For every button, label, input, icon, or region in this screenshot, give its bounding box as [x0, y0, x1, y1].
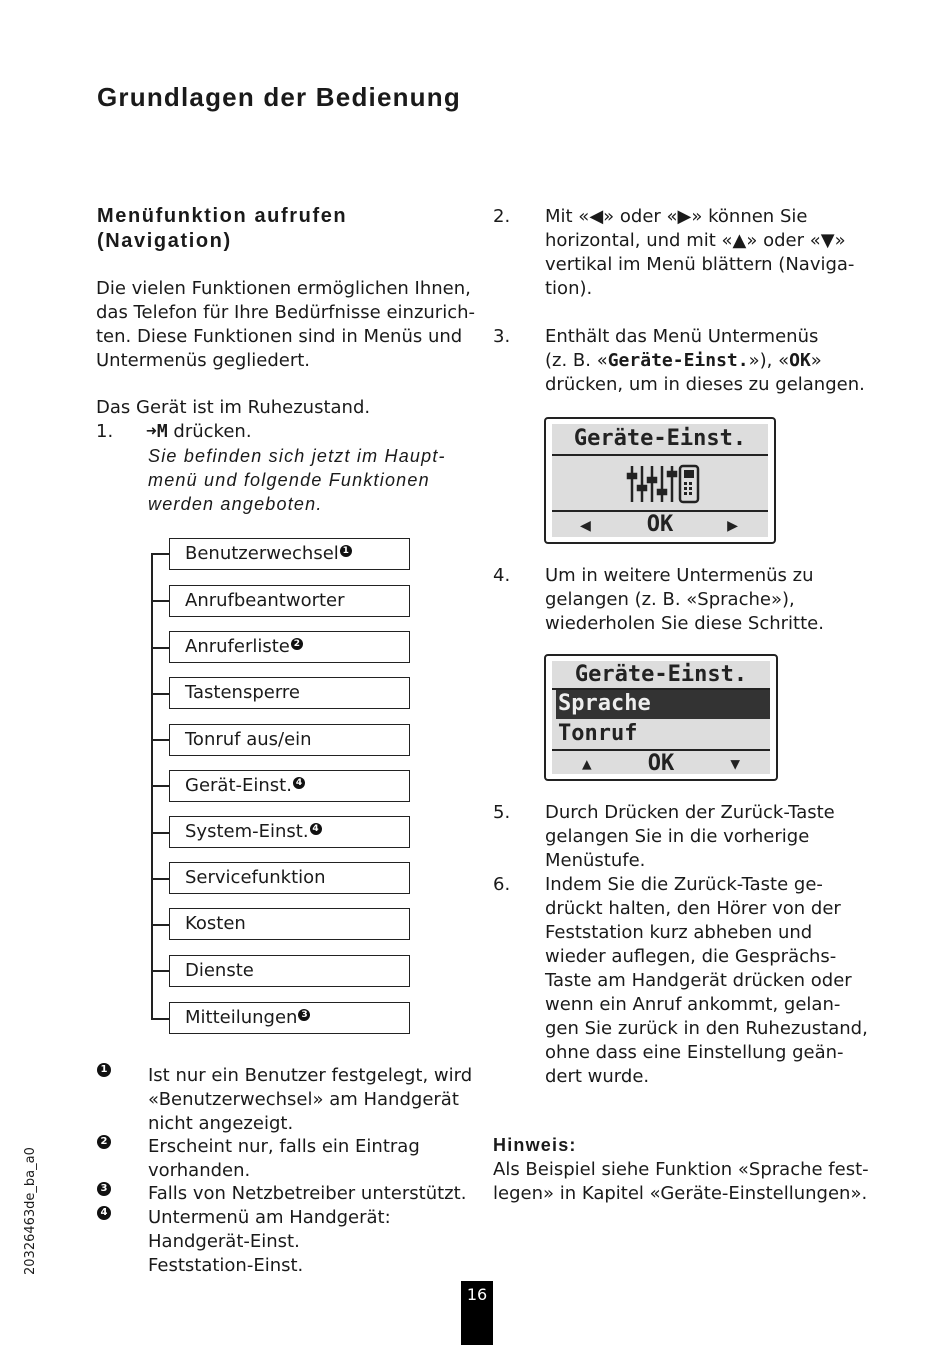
menu-item-system-einst: [169, 816, 410, 848]
page-title: Grundlagen der Bedienung: [97, 82, 461, 112]
menu-item-label: Kosten: [185, 913, 246, 934]
display-text-ok: OK: [789, 350, 811, 371]
step-line: Durch Drücken der Zurück-Taste: [545, 802, 835, 823]
hint-line: legen» in Kapitel «Geräte-Einstellungen».: [493, 1183, 868, 1204]
footnote-mark: 3: [97, 1182, 111, 1196]
menu-item-label: Tonruf aus/ein: [185, 729, 312, 750]
step1-text: drücken.: [173, 421, 252, 442]
section-heading: [97, 204, 347, 254]
tree-branch: [151, 600, 169, 602]
step3-text: [545, 325, 865, 397]
page-number: 16: [461, 1281, 493, 1345]
footnote-line: «Benutzerwechsel» am Handgerät: [148, 1089, 459, 1110]
up-arrow-icon: ▲: [582, 754, 592, 773]
lcd-screen: [552, 424, 768, 537]
footnote-2: [148, 1135, 420, 1183]
document-code: 20326463de_ba_a0: [23, 1147, 38, 1275]
footnote-line: Ist nur ein Benutzer festgelegt, wird: [148, 1065, 473, 1086]
step-line: Enthält das Menü Untermenüs: [545, 326, 819, 347]
intro-line: Die vielen Funktionen ermöglichen Ihnen,: [96, 278, 471, 299]
lcd-row-tonruf: Tonruf: [558, 721, 638, 746]
step-line: drücken, um in dieses zu gelangen.: [545, 374, 865, 395]
lcd-title: Geräte-Einst.: [573, 426, 747, 451]
footnote-3: [148, 1182, 466, 1206]
hint-line: Als Beispiel siehe Funktion «Sprache fest-: [493, 1159, 869, 1180]
tree-branch: [151, 970, 169, 972]
footnote-1: [148, 1064, 472, 1136]
tree-branch: [151, 1018, 169, 1020]
state-text: Das Gerät ist im Ruhezustand.: [96, 397, 371, 418]
tree-branch: [151, 739, 169, 741]
step-line: gen Sie zurück in den Ruhezustand,: [545, 1018, 868, 1039]
menu-item-tonruf: [169, 724, 410, 756]
footnote-mark: 3: [298, 1009, 310, 1021]
menu-item-dienste: [169, 955, 410, 987]
step-line: ohne dass eine Einstellung geän-: [545, 1042, 844, 1063]
step-line: [545, 349, 865, 373]
step-line: drückt halten, den Hörer von der: [545, 898, 841, 919]
step-line: wiederholen Sie diese Schritte.: [545, 613, 824, 634]
step-text-part: (z. B. «: [545, 350, 608, 371]
italic-line: menü und folgende Funktionen: [148, 470, 430, 490]
lcd-screen: [552, 661, 770, 774]
menu-item-tastensperre: [169, 677, 410, 709]
menu-item-label: Gerät-Einst.: [185, 775, 292, 796]
footnote-line: Falls von Netzbetreiber unterstützt.: [148, 1183, 467, 1204]
step-line: vertikal im Menü blättern (Naviga-: [545, 254, 855, 275]
section-heading-line2: (Navigation): [97, 230, 232, 252]
lcd-ok-label: OK: [646, 512, 674, 537]
tree-branch: [151, 785, 169, 787]
italic-line: Sie befinden sich jetzt im Haupt-: [148, 446, 446, 466]
intro-line: Untermenüs gegliedert.: [96, 350, 311, 371]
menu-item-label: Servicefunktion: [185, 867, 326, 888]
footnote-line: Untermenü am Handgerät:: [148, 1207, 391, 1228]
step2-text: [545, 205, 854, 301]
menu-item-label: Anrufbeantworter: [185, 590, 345, 611]
step6-number: 6.: [493, 874, 511, 895]
footnote-mark: 2: [97, 1135, 111, 1149]
menu-item-kosten: [169, 908, 410, 940]
step-line: horizontal, und mit «▲» oder «▼»: [545, 230, 846, 251]
step-line: Indem Sie die Zurück-Taste ge-: [545, 874, 823, 895]
tree-branch: [151, 924, 169, 926]
step-line: gelangen Sie in die vorherige: [545, 826, 810, 847]
lcd-display-submenu: [544, 654, 778, 781]
footnote-mark: 2: [291, 638, 303, 650]
step-text-part: »: [810, 350, 822, 371]
menu-item-label: Tastensperre: [185, 682, 301, 703]
footnote-mark: 1: [97, 1063, 111, 1077]
menu-item-label: Anruferliste: [185, 636, 290, 657]
menu-item-mitteilungen: [169, 1002, 410, 1034]
step-line: tion).: [545, 278, 593, 299]
step1-number: 1.: [96, 421, 114, 442]
step3-number: 3.: [493, 326, 511, 347]
intro-paragraph: [96, 277, 475, 373]
step-line: Um in weitere Untermenüs zu: [545, 565, 814, 586]
tree-branch: [151, 832, 169, 834]
down-arrow-icon: ▼: [730, 754, 740, 773]
intro-line: das Telefon für Ihre Bedürfnisse einzurich-: [96, 302, 476, 323]
tree-branch: [151, 647, 169, 649]
step4-text: [545, 564, 824, 636]
step-line: wieder auflegen, die Gesprächs-: [545, 946, 837, 967]
lcd-row-sprache: Sprache: [558, 691, 651, 716]
step-line: Menüstufe.: [545, 850, 646, 871]
menu-item-anrufbeantworter: [169, 585, 410, 617]
lcd-ok-label: OK: [647, 751, 675, 776]
tree-branch: [151, 553, 169, 555]
intro-line: ten. Diese Funktionen sind in Menüs und: [96, 326, 463, 347]
lcd-title: Geräte-Einst.: [574, 662, 748, 687]
footnote-line: vorhanden.: [148, 1160, 251, 1181]
step5-text: [545, 801, 835, 873]
right-arrow-icon: ▶: [727, 515, 738, 536]
menu-item-benutzerwechsel: [169, 538, 410, 570]
tree-branch: [151, 693, 169, 695]
lcd-display-main: [544, 417, 776, 544]
italic-line: werden angeboten.: [148, 494, 323, 514]
menu-item-geraet-einst: [169, 770, 410, 802]
footnote-line: Feststation-Einst.: [148, 1255, 304, 1276]
footnote-mark: 1: [340, 545, 352, 557]
section-heading-line1: Menüfunktion aufrufen: [97, 205, 348, 227]
step1-line: [146, 420, 252, 444]
footnote-line: Erscheint nur, falls ein Eintrag: [148, 1136, 420, 1157]
step4-number: 4.: [493, 565, 511, 586]
step-line: Mit «◀» oder «▶» können Sie: [545, 206, 808, 227]
footnote-4: [148, 1206, 391, 1278]
menu-item-label: Dienste: [185, 960, 254, 981]
step-line: gelangen (z. B. «Sprache»),: [545, 589, 795, 610]
step6-text: [545, 873, 868, 1089]
display-text-geraete-einst: Geräte-Einst.: [607, 350, 749, 371]
menu-item-label: System-Einst.: [185, 821, 309, 842]
menu-item-anruferliste: [169, 631, 410, 663]
footnote-line: nicht angezeigt.: [148, 1113, 294, 1134]
tree-branch: [151, 878, 169, 880]
menu-item-label: Benutzerwechsel: [185, 543, 339, 564]
menu-key-icon: ➜M: [146, 421, 168, 442]
step-line: dert wurde.: [545, 1066, 650, 1087]
menu-item-label: Mitteilungen: [185, 1007, 298, 1028]
menu-item-servicefunktion: [169, 862, 410, 894]
settings-sliders-phone-icon: [626, 462, 706, 506]
step5-number: 5.: [493, 802, 511, 823]
step-line: Taste am Handgerät drücken oder: [545, 970, 852, 991]
step-line: Feststation kurz abheben und: [545, 922, 813, 943]
left-arrow-icon: ◀: [580, 515, 591, 536]
step1-italic: [148, 444, 446, 516]
step2-number: 2.: [493, 206, 511, 227]
footnote-mark: 4: [97, 1206, 111, 1220]
lcd-divider: [552, 454, 768, 456]
step-text-part: »), «: [748, 350, 790, 371]
footnote-line: Handgerät-Einst.: [148, 1231, 300, 1252]
footnote-mark: 4: [310, 823, 322, 835]
footnote-mark: 4: [293, 777, 305, 789]
hint-label: Hinweis:: [493, 1135, 577, 1155]
hint-text: [493, 1158, 869, 1206]
step-line: wenn ein Anruf ankommt, gelan-: [545, 994, 841, 1015]
